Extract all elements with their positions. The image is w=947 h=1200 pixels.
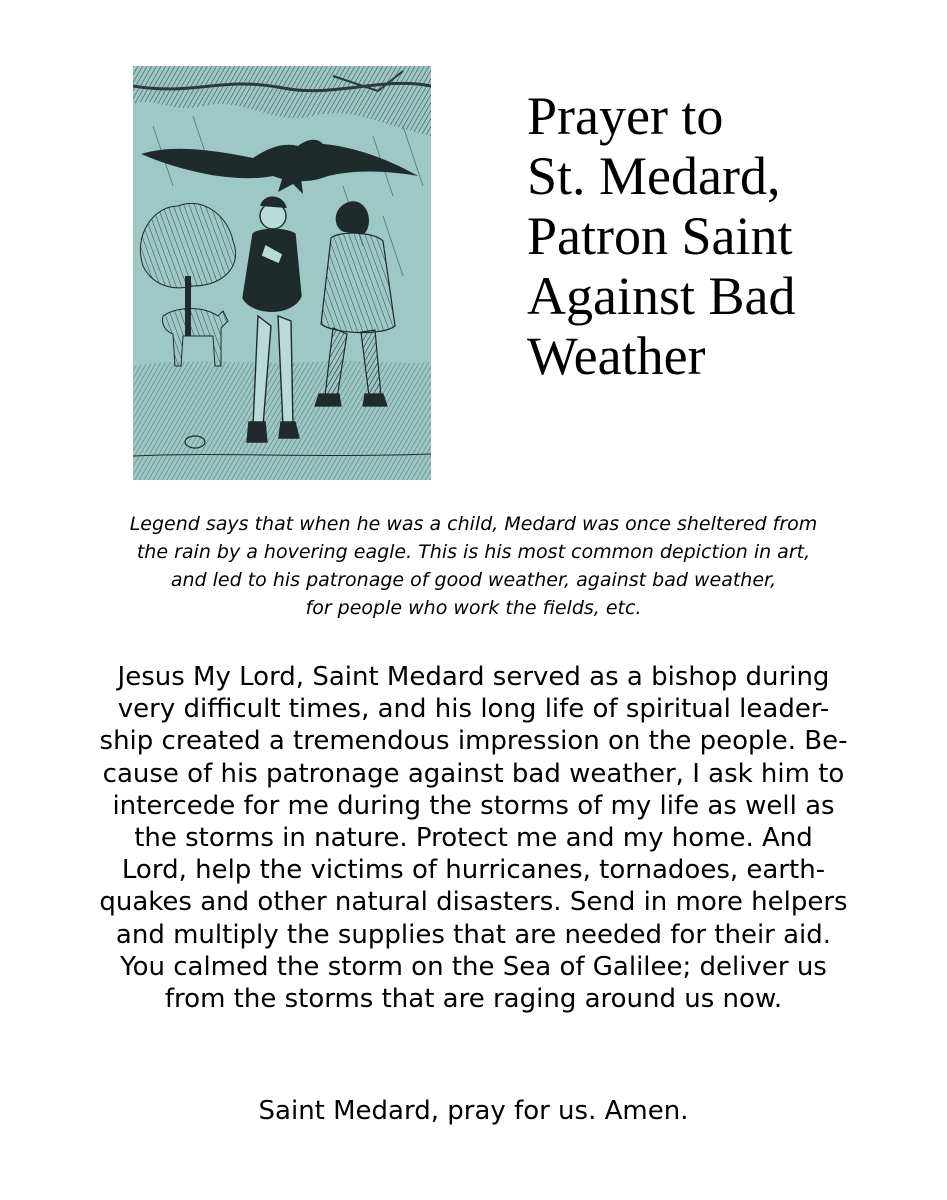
prayer-line: very difficult times, and his long life of spiritual leader- xyxy=(117,694,830,725)
title-line: Weather xyxy=(527,326,706,386)
prayer-line: the storms in nature. Protect me and my home. And xyxy=(134,823,813,854)
legend-line: for people who work the fields, etc. xyxy=(305,597,642,619)
saint-medard-illustration xyxy=(133,66,431,480)
prayer-line: from the storms that are raging around us now. xyxy=(164,984,783,1015)
closing-line: Saint Medard, pray for us. Amen. xyxy=(258,1096,689,1126)
prayer-body xyxy=(20,661,927,1015)
prayer-line: and multiply the supplies that are needed for their aid. xyxy=(115,919,832,950)
title-line: Patron Saint xyxy=(527,206,793,266)
eagle-sheltering-child-engraving xyxy=(133,66,431,480)
prayer-line: You calmed the storm on the Sea of Galilee; deliver us xyxy=(120,951,827,982)
title-line: Prayer to xyxy=(527,86,724,146)
legend-caption xyxy=(40,510,907,622)
prayer-line: Jesus My Lord, Saint Medard served as a bishop during xyxy=(117,662,830,692)
prayer-line: intercede for me during the storms of my life as well as xyxy=(112,790,835,821)
legend-line: the rain by a hovering eagle. This is his most common depiction in art, xyxy=(136,541,811,563)
prayer-line: ship created a tremendous impression on the people. Be- xyxy=(99,726,848,757)
prayer-title xyxy=(527,86,927,386)
legend-line: Legend says that when he was a child, Medard was once sheltered from xyxy=(129,513,818,535)
title-line: Against Bad xyxy=(527,266,796,326)
prayer-line: Lord, help the victims of hurricanes, tornadoes, earth- xyxy=(121,855,826,886)
prayer-line: quakes and other natural disasters. Send in more helpers xyxy=(99,887,848,918)
legend-line: and led to his patronage of good weather, against bad weather, xyxy=(170,569,777,591)
prayer-line: cause of his patronage against bad weather, I ask him to xyxy=(102,758,845,789)
title-line: St. Medard, xyxy=(527,146,781,206)
